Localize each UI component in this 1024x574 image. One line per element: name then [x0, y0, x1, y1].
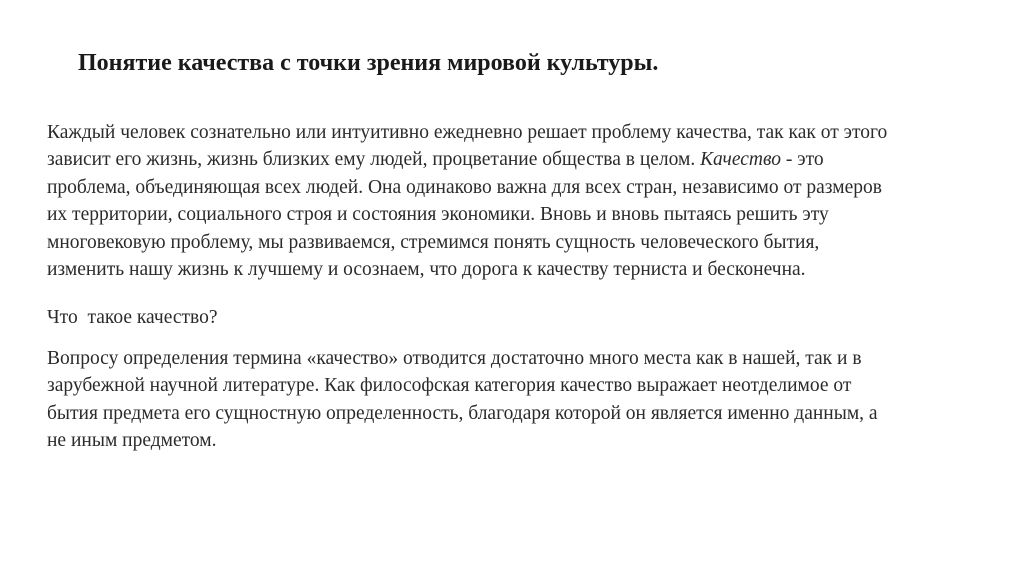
emphasized-term: Качество -	[700, 149, 793, 171]
paragraph-line: Вопросу определения термина «качество» отводится достаточно много места как в нашей, так и в	[47, 348, 862, 369]
paragraph-quality-problem	[47, 119, 987, 283]
paragraph-line: многовековую проблему, мы развиваемся, стремимся понять сущность человеческого бытия,	[47, 231, 820, 253]
paragraph-line: изменить нашу жизнь к лучшему и осознаем, что дорога к качеству терниста и бесконечна.	[47, 259, 806, 281]
paragraph-line: бытия предмета его сущностную определенность, благодаря которой он является именно данным, а	[47, 402, 878, 424]
paragraph-line: зарубежной научной литературе. Как философская категория качество выражает неотделимое от	[47, 375, 852, 397]
paragraph-line: их территории, социального строя и состояния экономики. Вновь и вновь пытаясь решить эту	[47, 204, 829, 226]
question-text	[47, 304, 987, 331]
slide-title: Понятие качества с точки зрения мировой культуры.	[78, 50, 659, 76]
paragraph-line: не иным предметом.	[47, 430, 217, 452]
paragraph-line: Каждый человек сознательно или интуитивно ежедневно решает проблему качества, так как от этого	[47, 122, 888, 143]
paragraph-line	[47, 146, 987, 173]
paragraph-line: проблема, объединяющая всех людей. Она одинаково важна для всех стран, независимо от размеров	[47, 176, 882, 198]
paragraph-text: зависит его жизнь, жизнь близких ему людей, процветание общества в целом.	[47, 149, 701, 171]
question-line: Что такое качество?	[47, 307, 218, 328]
paragraph-text: это	[792, 149, 824, 171]
paragraph-term-definition	[47, 345, 987, 455]
